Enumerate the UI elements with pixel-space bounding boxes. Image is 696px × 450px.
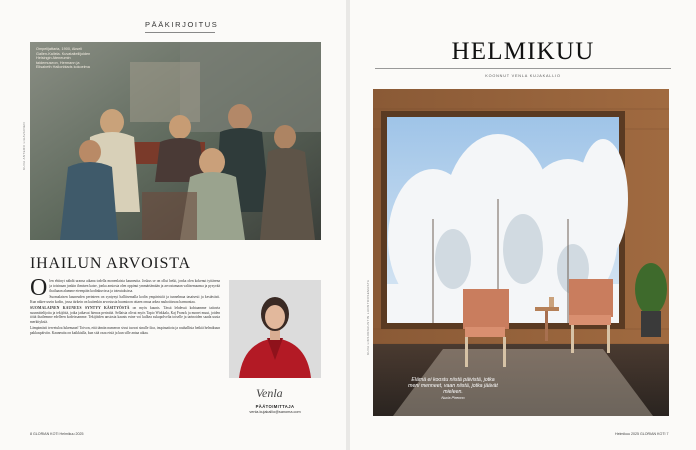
- quote-author: Nuria Pirenno: [441, 396, 465, 401]
- paragraph-3-lead: SUOMALAINEN KAUNEUS SYNTYY KÄSITYÖSTÄ: [30, 305, 130, 310]
- photo-credit: KUVA LIKSIIKNAUSTIN LUONTOOSEMASTA: [366, 279, 370, 355]
- editor-portrait: [229, 280, 321, 378]
- editorial-body: [30, 275, 220, 337]
- intro-paragraph: len ehtinyt nähdä uransa aikana todella monenlaista kauneutta. Joskus se on ollut hetki, jonka olen kokenut tyttärena ja toisinaan jonkin ihmisen katse, jonka ansiosta olen oppinut ymmärtämään ja arvostamaan valitsemaansa ja pysyvää ihailuaan alamme eteenpäin kodinkuvissa ja toteutuksissa.: [49, 279, 220, 293]
- paragraph-3: [30, 306, 220, 325]
- editor-role: PÄÄTOIMITTAJA: [255, 404, 295, 409]
- paragraph-4: Lämpimästi tervetuloa lukemaan! Toivon, että tämän numeron sivut tuovat sinulle iloa, inspiraatiota ja rauhallisia hetkiä helmikuun pakkaspäiviin. Kauneutta on kaikkialla, kun sitä osaa etsiä ja kun sille antaa aikaa.: [30, 326, 220, 335]
- month-title: HELMIKUU: [451, 38, 595, 65]
- editor-email: venla.kujakallio@sanoma.com: [249, 410, 301, 414]
- title-rule: [375, 68, 671, 69]
- folio-right: Helmikuu 2025 GLORIAN KOTI 7: [615, 432, 669, 436]
- interior-photo: [373, 89, 669, 416]
- byline: KOONNUT VENLA KUJAKALLIO: [485, 74, 561, 78]
- pull-quote: [408, 378, 498, 402]
- right-page: [350, 0, 696, 450]
- paragraph-3-text: on myös kaunis. Tässä lehdessä kohtaamme taitavia suunnittelijoita ja tekijöitä, jotka jatkavat hienoa perintöä. Sellaisia olivat myös Tapio Wirkkala, Kaj Franck ja monet muut, joiden töitä ihailemme edelleen kodeissamme. Tekijöiden ansiosta kaunis esine voi kulkea sukupolvelta toiselle ja tarinoiden saada uusia merkityksiä.: [30, 305, 220, 324]
- dropcap: O: [30, 275, 48, 301]
- painting-caption: Ompelijattaria, 1900, Akseli Gallen-Kallela. Kuvataiteilijoiden Helsingin Ateneumin taidemuseon, Hermann ja Elisabeth Hallonblads kokoelma: [36, 47, 91, 70]
- paragraph-2: Suomalaisen kauneuden perinteen on syntynyt hallitsemalla kodin ympäristöä ja tunnelmaa tasaisesti ja kestävästi. Kun näkee usein kodin, jossa tärkein on kuitenkin arvostusta huomioon ottaen omaa arkea rauhoittavaa harmoniaa.: [30, 294, 220, 304]
- signature: Venla: [256, 386, 283, 400]
- headline: IHAILUN ARVOISTA: [30, 255, 191, 272]
- section-label: PÄÄKIRJOITUS: [145, 20, 215, 33]
- photo-credit: KUVA ANTERO LIHAVAINEN: [22, 122, 26, 170]
- quote-text: Elämä ei koostu niistä päivistä, jotka meni menneet, vaan niistä, jotka jäävät mieleen.: [408, 377, 498, 395]
- folio-left: 8 GLORIAN KOTI Helmikuu 2025: [30, 432, 84, 436]
- left-page: [0, 0, 346, 450]
- painting-image: [30, 42, 321, 240]
